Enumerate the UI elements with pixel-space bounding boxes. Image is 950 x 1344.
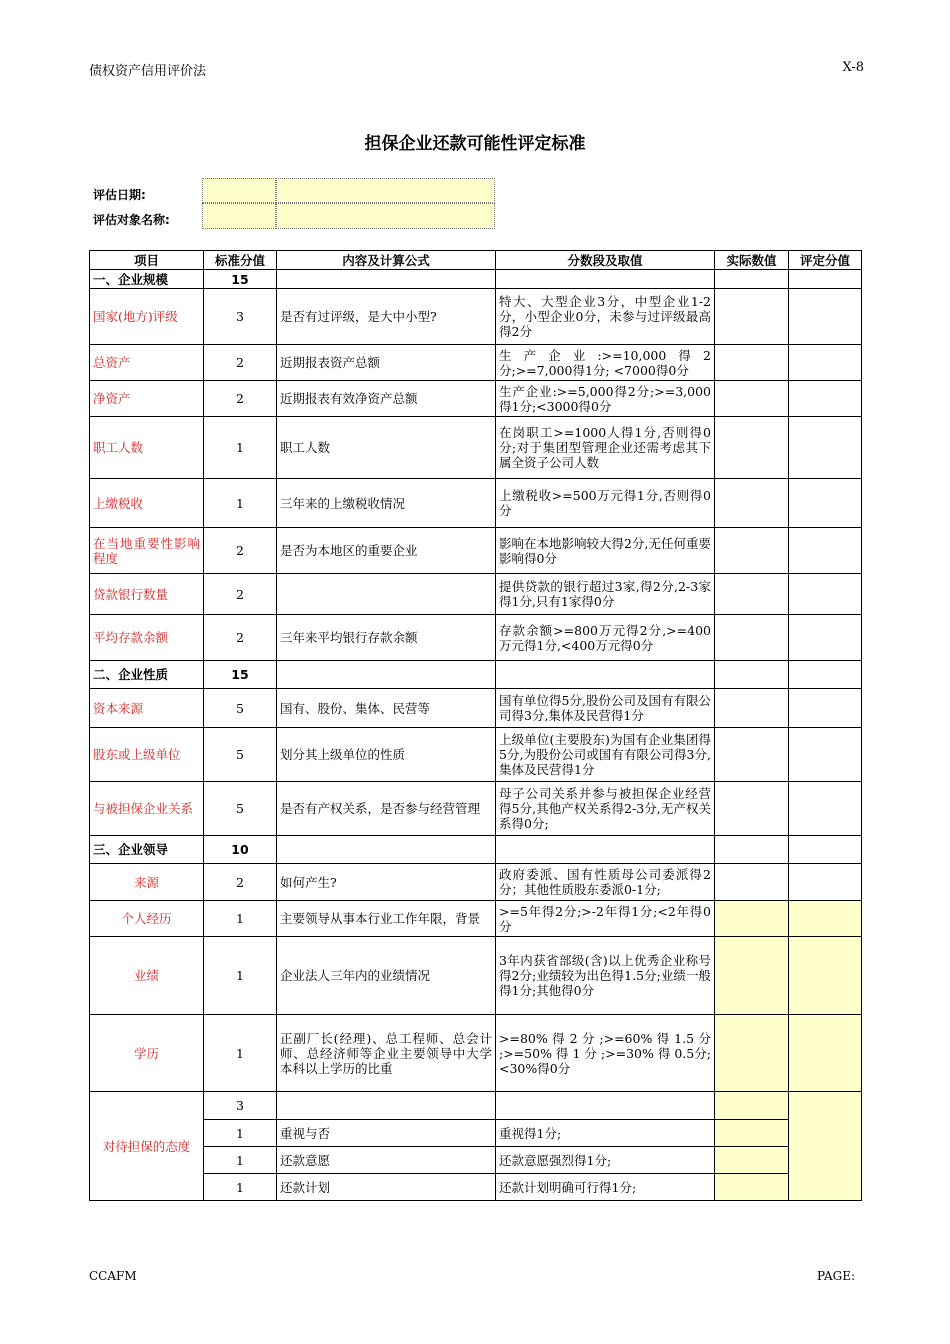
actual-value-cell[interactable] — [715, 689, 789, 728]
row-score: 2 — [204, 864, 277, 901]
col-header-rated-score: 评定分值 — [789, 251, 862, 270]
row-item: 贷款银行数量 — [90, 574, 204, 615]
footer-org: CCAFM — [89, 1269, 137, 1283]
section-title: 一、企业规模 — [90, 270, 204, 289]
rated-score-cell[interactable] — [789, 345, 862, 381]
row-item: 职工人数 — [90, 417, 204, 479]
row-range: 上级单位(主要股东)为国有企业集团得5分,为股份公司或国有有限公司得3分,集体及民营得1分 — [496, 728, 715, 782]
eval-date-input[interactable] — [202, 178, 276, 203]
col-header-score-range: 分数段及取值 — [496, 251, 715, 270]
row-content: 是否有产权关系，是否参与经营管理 — [277, 782, 496, 836]
actual-value-cell[interactable] — [715, 615, 789, 661]
table-row — [90, 937, 862, 1015]
row-score: 3 — [204, 1092, 277, 1120]
row-item: 来源 — [90, 864, 204, 901]
section-score: 15 — [204, 270, 277, 289]
actual-value-cell[interactable] — [715, 345, 789, 381]
table-row — [90, 289, 862, 345]
row-content: 如何产生? — [277, 864, 496, 901]
rated-score-cell[interactable] — [789, 528, 862, 574]
rated-score-cell[interactable] — [789, 689, 862, 728]
row-range: 存款余额>=800万元得2分,>=400万元得1分,<400万元得0分 — [496, 615, 715, 661]
row-item: 与被担保企业关系 — [90, 782, 204, 836]
actual-value-cell[interactable] — [715, 417, 789, 479]
row-score: 5 — [204, 689, 277, 728]
row-item: 总资产 — [90, 345, 204, 381]
actual-value-cell[interactable] — [715, 1015, 789, 1092]
actual-value-cell[interactable] — [715, 937, 789, 1015]
row-score: 1 — [204, 1147, 277, 1174]
table-row — [90, 1015, 862, 1092]
table-row — [90, 615, 862, 661]
header-page-code: X-8 — [842, 60, 864, 75]
table-row — [90, 864, 862, 901]
row-range — [496, 1092, 715, 1120]
row-range: 母子公司关系并参与被担保企业经营得5分,其他产权关系得2-3分,无产权关系得0分; — [496, 782, 715, 836]
section-score: 10 — [204, 836, 277, 864]
row-content: 还款意愿 — [277, 1147, 496, 1174]
table-row — [90, 1147, 862, 1174]
row-score: 1 — [204, 901, 277, 937]
row-content: 正副厂长(经理)、总工程师、总会计师、总经济师等企业主要领导中大学本科以上学历的比重 — [277, 1015, 496, 1092]
actual-value-cell[interactable] — [715, 1147, 789, 1174]
eval-object-input-ext[interactable] — [276, 203, 495, 229]
row-item: 资本来源 — [90, 689, 204, 728]
actual-value-cell[interactable] — [715, 782, 789, 836]
row-content: 职工人数 — [277, 417, 496, 479]
row-range: 生产企业:>=5,000得2分;>=3,000得1分;<3000得0分 — [496, 381, 715, 417]
row-range: 上缴税收>=500万元得1分,否则得0分 — [496, 479, 715, 528]
row-score: 1 — [204, 479, 277, 528]
section-title: 二、企业性质 — [90, 661, 204, 689]
actual-value-cell[interactable] — [715, 728, 789, 782]
row-range: >=80% 得 2 分 ;>=60% 得 1.5 分 ;>=50% 得 1 分 ;>=30% 得 0.5分;<30%得0分 — [496, 1015, 715, 1092]
rated-score-cell[interactable] — [789, 417, 862, 479]
actual-value-cell[interactable] — [715, 1120, 789, 1147]
row-content: 是否有过评级，是大中小型? — [277, 289, 496, 345]
actual-value-cell[interactable] — [715, 528, 789, 574]
table-row — [90, 689, 862, 728]
header-doc-name: 债权资产信用评价法 — [89, 64, 207, 79]
table-header-row — [90, 251, 862, 270]
table-row — [90, 574, 862, 615]
row-item: 国家(地方)评级 — [90, 289, 204, 345]
row-item: 业绩 — [90, 937, 204, 1015]
rated-score-cell[interactable] — [789, 479, 862, 528]
row-range: 生产企业:>=10,000得2分;>=7,000得1分; <7000得0分 — [496, 345, 715, 381]
eval-date-label: 评估日期: — [93, 188, 146, 202]
row-range: 政府委派、国有性质母公司委派得2分；其他性质股东委派0-1分; — [496, 864, 715, 901]
actual-value-cell[interactable] — [715, 1092, 789, 1120]
row-score: 2 — [204, 381, 277, 417]
col-header-actual-value: 实际数值 — [715, 251, 789, 270]
row-range: 影响在本地影响较大得2分,无任何重要影响得0分 — [496, 528, 715, 574]
table-row — [90, 728, 862, 782]
row-item: 股东或上级单位 — [90, 728, 204, 782]
rated-score-cell[interactable] — [789, 782, 862, 836]
row-content — [277, 574, 496, 615]
section-row — [90, 661, 862, 689]
actual-value-cell[interactable] — [715, 381, 789, 417]
row-score: 1 — [204, 1174, 277, 1201]
row-content — [277, 1092, 496, 1120]
row-score: 3 — [204, 289, 277, 345]
row-item: 个人经历 — [90, 901, 204, 937]
table-row — [90, 479, 862, 528]
row-score: 5 — [204, 782, 277, 836]
rated-score-cell[interactable] — [789, 381, 862, 417]
rated-score-cell[interactable] — [789, 864, 862, 901]
rated-score-cell[interactable] — [789, 1092, 862, 1201]
row-content: 近期报表有效净资产总额 — [277, 381, 496, 417]
actual-value-cell[interactable] — [715, 901, 789, 937]
row-score: 2 — [204, 528, 277, 574]
col-header-standard-score: 标准分值 — [204, 251, 277, 270]
row-score: 2 — [204, 615, 277, 661]
row-content: 还款计划 — [277, 1174, 496, 1201]
table-row — [90, 901, 862, 937]
table-row — [90, 417, 862, 479]
row-item: 平均存款余额 — [90, 615, 204, 661]
row-score: 1 — [204, 417, 277, 479]
rated-score-cell[interactable] — [789, 289, 862, 345]
row-content: 三年来的上缴税收情况 — [277, 479, 496, 528]
table-row — [90, 345, 862, 381]
section-row — [90, 270, 862, 289]
table-row — [90, 782, 862, 836]
row-score: 2 — [204, 345, 277, 381]
row-item: 学历 — [90, 1015, 204, 1092]
row-content: 是否为本地区的重要企业 — [277, 528, 496, 574]
section-score: 15 — [204, 661, 277, 689]
row-range: 还款意愿强烈得1分; — [496, 1147, 715, 1174]
row-range: 特大、大型企业3分，中型企业1-2分，小型企业0分，未参与过评级最高得2分 — [496, 289, 715, 345]
row-content: 三年来平均银行存款余额 — [277, 615, 496, 661]
row-range: 3年内获省部级(含)以上优秀企业称号得2分;业绩较为出色得1.5分;业绩一般得1分;其他得0分 — [496, 937, 715, 1015]
row-score: 1 — [204, 937, 277, 1015]
actual-value-cell[interactable] — [715, 1174, 789, 1201]
footer-page: PAGE: — [816, 1269, 855, 1283]
row-range: 提供贷款的银行超过3家,得2分,2-3家得1分,只有1家得0分 — [496, 574, 715, 615]
table-row — [90, 381, 862, 417]
section-title: 三、企业领导 — [90, 836, 204, 864]
table-row — [90, 1092, 862, 1120]
rated-score-cell[interactable] — [789, 728, 862, 782]
rated-score-cell[interactable] — [789, 937, 862, 1015]
actual-value-cell[interactable] — [715, 574, 789, 615]
row-item: 在当地重要性影响程度 — [90, 528, 204, 574]
row-item: 对待担保的态度 — [90, 1092, 204, 1201]
actual-value-cell[interactable] — [715, 479, 789, 528]
section-row — [90, 836, 862, 864]
actual-value-cell[interactable] — [715, 289, 789, 345]
row-score: 2 — [204, 574, 277, 615]
row-range: 重视得1分; — [496, 1120, 715, 1147]
row-content: 国有、股份、集体、民营等 — [277, 689, 496, 728]
page-title: 担保企业还款可能性评定标准 — [364, 134, 586, 154]
actual-value-cell[interactable] — [715, 864, 789, 901]
row-item: 净资产 — [90, 381, 204, 417]
col-header-content: 内容及计算公式 — [277, 251, 496, 270]
row-item: 上缴税收 — [90, 479, 204, 528]
eval-object-input[interactable] — [202, 203, 276, 229]
table-row — [90, 1120, 862, 1147]
table-row — [90, 1174, 862, 1201]
rated-score-cell[interactable] — [789, 1015, 862, 1092]
scoring-table — [89, 250, 862, 1201]
row-score: 5 — [204, 728, 277, 782]
row-range: 还款计划明确可行得1分; — [496, 1174, 715, 1201]
col-header-item: 项目 — [90, 251, 204, 270]
rated-score-cell[interactable] — [789, 901, 862, 937]
row-content: 企业法人三年内的业绩情况 — [277, 937, 496, 1015]
rated-score-cell[interactable] — [789, 574, 862, 615]
row-score: 1 — [204, 1015, 277, 1092]
rated-score-cell[interactable] — [789, 615, 862, 661]
row-score: 1 — [204, 1120, 277, 1147]
row-range: 在岗职工>=1000人得1分,否则得0分;对于集团型管理企业还需考虑其下属全资子公司人数 — [496, 417, 715, 479]
row-content: 近期报表资产总额 — [277, 345, 496, 381]
table-row — [90, 528, 862, 574]
row-content: 主要领导从事本行业工作年限，背景 — [277, 901, 496, 937]
row-range: >=5年得2分;>-2年得1分;<2年得0分 — [496, 901, 715, 937]
row-content: 重视与否 — [277, 1120, 496, 1147]
eval-date-input-ext[interactable] — [276, 178, 495, 203]
row-range: 国有单位得5分,股份公司及国有有限公司得3分,集体及民营得1分 — [496, 689, 715, 728]
eval-object-label: 评估对象名称: — [93, 213, 170, 227]
row-content: 划分其上级单位的性质 — [277, 728, 496, 782]
